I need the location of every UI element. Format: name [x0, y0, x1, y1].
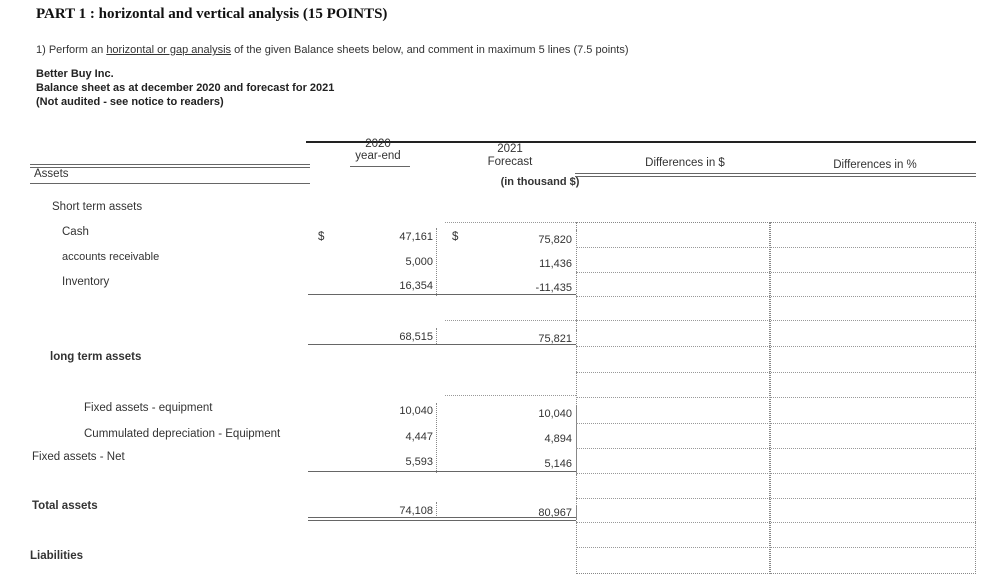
fixed-net-2021: 5,146 [544, 458, 572, 470]
col-2021-year: 2021 [497, 143, 523, 155]
assets-rule-3 [30, 183, 310, 184]
col-2021-cell-top [445, 395, 576, 396]
fixed-net-label: Fixed assets - Net [32, 451, 125, 463]
diff-row-sep [576, 397, 976, 398]
ar-2021: 11,436 [539, 258, 572, 270]
company-name: Better Buy Inc. [36, 68, 114, 80]
col-diff-dollar: Differences in $ [645, 157, 725, 169]
diff-row-sep [576, 272, 976, 273]
st-total-2020: 68,515 [399, 331, 433, 343]
instruction-prefix: 1) Perform an [36, 44, 107, 56]
col-2021-cell-top [445, 222, 576, 223]
total-rule-1 [308, 517, 576, 518]
diff-row-sep [576, 498, 976, 499]
diff-row-sep [576, 372, 976, 373]
col-2021-unit: (in thousand $) [500, 176, 580, 188]
total-assets-label: Total assets [32, 500, 98, 512]
diff-row-sep [576, 296, 976, 297]
cum-dep-2021: 4,894 [544, 433, 572, 445]
header-rule-2 [575, 176, 976, 177]
diff-row-sep [576, 320, 976, 321]
assets-rule-1 [30, 164, 310, 165]
part-title: PART 1 : horizontal and vertical analysis (15 POINTS) [36, 6, 388, 22]
col-2020-underline [350, 166, 410, 167]
liabilities-heading: Liabilities [30, 550, 84, 562]
ar-label: accounts receivable [62, 251, 160, 263]
diff-row-sep [576, 473, 976, 474]
instruction-link: horizontal or gap analysis [106, 44, 232, 56]
col-2020-year: 2020 [365, 138, 391, 150]
cash-2021: 75,820 [538, 234, 572, 246]
col-2020-cell-edge [436, 328, 437, 344]
diff-row-sep [576, 247, 976, 248]
fixed-equip-label: Fixed assets - equipment [84, 402, 213, 414]
col-2020-cell-edge [436, 502, 437, 518]
instruction-text [36, 44, 629, 56]
col-diff-pct: Differences in % [833, 159, 917, 171]
statement-title: Balance sheet as at december 2020 and forecast for 2021 [36, 82, 335, 94]
long-term-heading: long term assets [50, 351, 142, 363]
cash-2020: 47,161 [399, 231, 433, 243]
fixed-net-rule [308, 471, 576, 472]
fixed-equip-2020: 10,040 [399, 405, 433, 417]
st-total-rule [308, 344, 576, 345]
cum-dep-label: Cummulated depreciation - Equipment [84, 428, 281, 440]
diff-row-sep [576, 522, 976, 523]
diff-row-sep [576, 423, 976, 424]
st-total-2021: 75,821 [538, 333, 572, 345]
col-2020-cell-edge [436, 228, 437, 296]
fixed-net-2020: 5,593 [405, 456, 433, 468]
short-term-heading: Short term assets [52, 201, 143, 213]
col-2020-label: year-end [355, 150, 401, 162]
dollar-sign-2020: $ [318, 231, 325, 243]
diff-row-sep [576, 346, 976, 347]
col-2021-cell-top [445, 320, 576, 321]
col-2021-label: Forecast [487, 156, 533, 168]
total-rule-2 [308, 520, 576, 521]
st-subtotal-rule [308, 294, 576, 295]
inventory-2020: 16,354 [399, 280, 433, 292]
col-2020-cell-edge [436, 403, 437, 473]
inventory-2021: -11,435 [535, 282, 572, 294]
instruction-suffix: of the given Balance sheets below, and comment in maximum 5 lines (7.5 points) [231, 44, 629, 56]
dollar-sign-2021: $ [452, 231, 459, 243]
total-2020: 74,108 [399, 505, 433, 517]
assets-rule-2 [30, 167, 310, 168]
statement-note: (Not audited - see notice to readers) [36, 96, 224, 108]
cash-label: Cash [62, 226, 89, 238]
diff-row-sep [576, 547, 976, 548]
ar-2020: 5,000 [405, 256, 433, 268]
assets-heading: Assets [34, 168, 69, 180]
fixed-equip-2021: 10,040 [538, 408, 572, 420]
cum-dep-2020: 4,447 [405, 431, 433, 443]
total-2021: 80,967 [538, 507, 572, 519]
inventory-label: Inventory [62, 276, 110, 288]
diff-row-sep [576, 448, 976, 449]
header-rule-1 [575, 173, 976, 174]
